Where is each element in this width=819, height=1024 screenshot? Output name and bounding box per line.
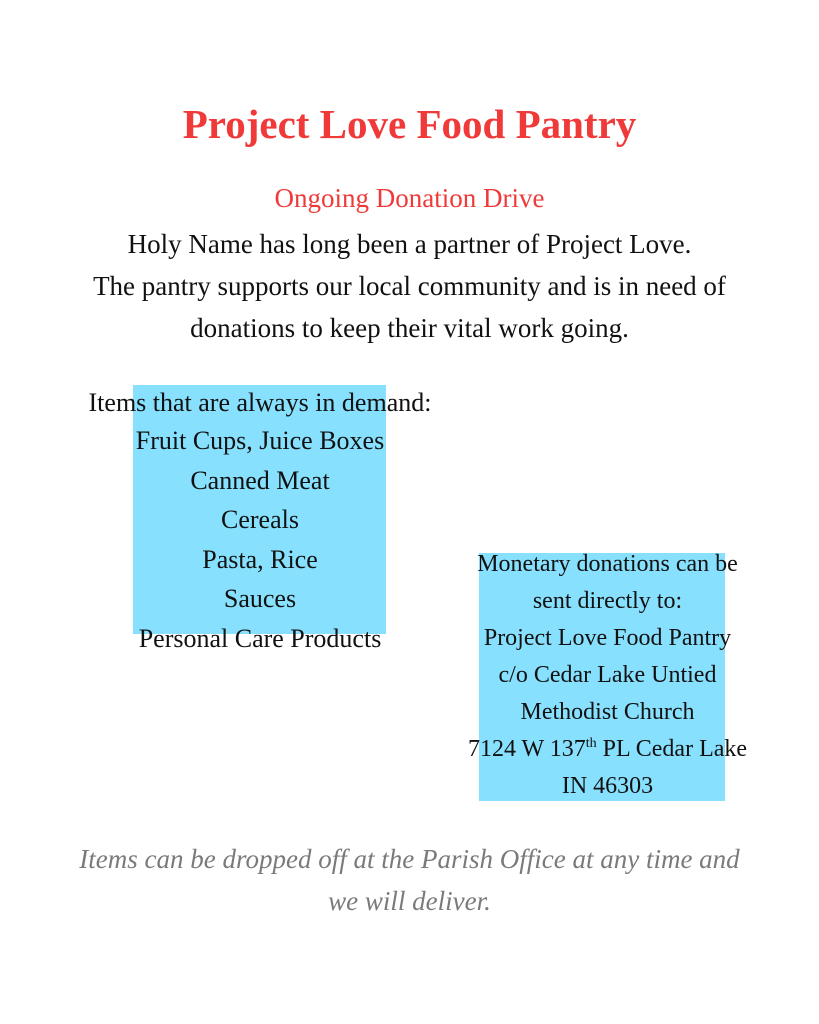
intro-line: Holy Name has long been a partner of Project Love. [127, 229, 692, 259]
list-item: Canned Meat [190, 465, 330, 495]
dropoff-note [0, 838, 819, 922]
address-ordinal-suffix: th [585, 736, 597, 751]
dropoff-line: we will deliver. [328, 886, 491, 916]
list-item: Sauces [223, 584, 297, 614]
list-item: Pasta, Rice [202, 544, 318, 574]
list-item: Cereals [221, 505, 299, 535]
items-list [60, 421, 460, 659]
recipient-church: Methodist Church [520, 699, 695, 725]
dropoff-line: Items can be dropped off at the Parish Office at any time and [79, 844, 740, 874]
recipient-name: Project Love Food Pantry [483, 625, 732, 651]
street-address [420, 731, 795, 768]
recipient-care-of: c/o Cedar Lake Untied [498, 662, 717, 688]
list-item: Personal Care Products [138, 623, 382, 653]
address-rest: PL Cedar Lake [596, 736, 748, 762]
intro-line: The pantry supports our local community and is in need of [93, 271, 726, 301]
page-title: Project Love Food Pantry [182, 101, 637, 147]
monetary-line: Monetary donations can be [477, 551, 738, 577]
address-number: 7124 W 137 [467, 736, 586, 762]
intro-paragraph [10, 223, 809, 349]
monetary-donation-block [420, 546, 795, 805]
items-heading: Items that are always in demand: [88, 388, 432, 417]
state-zip: IN 46303 [561, 773, 654, 799]
monetary-line: sent directly to: [532, 588, 683, 614]
intro-line: donations to keep their vital work going. [190, 313, 629, 343]
drive-subtitle: Ongoing Donation Drive [274, 183, 545, 213]
list-item: Fruit Cups, Juice Boxes [135, 426, 385, 455]
